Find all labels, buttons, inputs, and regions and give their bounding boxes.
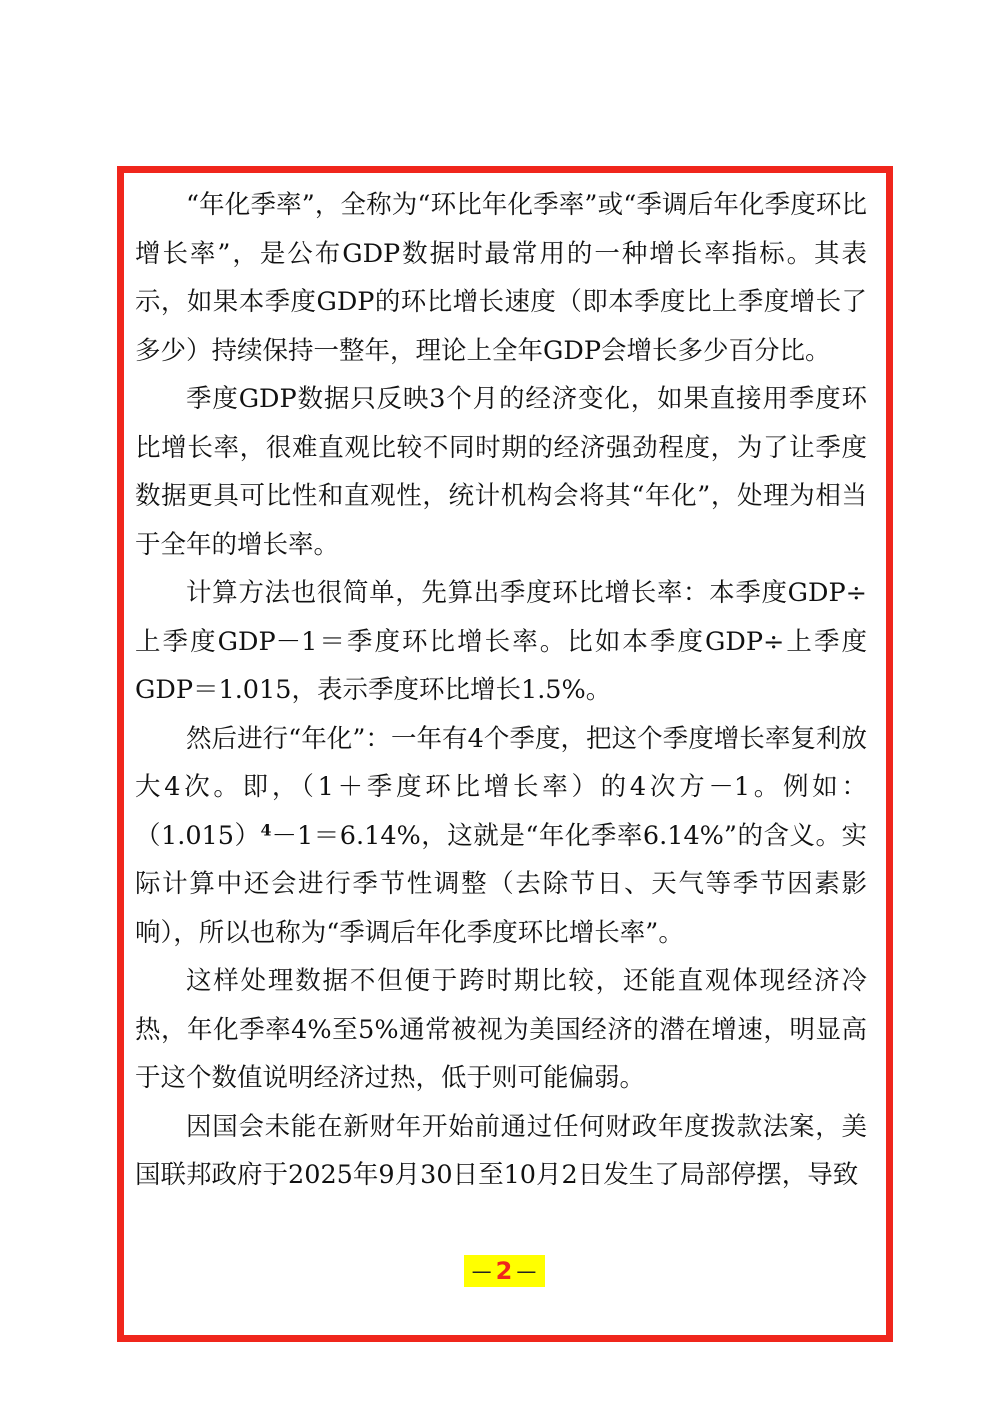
paragraph-why-annualize: 季度GDP数据只反映3个月的经济变化，如果直接用季度环比增长率，很难直观比较不同时期的经济强劲程度，为了让季度数据更具可比性和直观性，统计机构会将其“年化”，处理为相当于全年的增长率。 — [135, 384, 867, 560]
page-number-badge — [464, 1255, 545, 1287]
exponent-superscript: 4 — [260, 819, 272, 839]
document-body — [135, 181, 867, 1200]
page-number-dash-right: — — [516, 1259, 538, 1283]
page-number-dash-left: — — [471, 1259, 493, 1283]
paragraph-government-shutdown: 因国会未能在新财年开始前通过任何财政年度拨款法案，美国联邦政府于2025年9月30日至10月2日发生了局部停摆，导致 — [135, 1111, 867, 1190]
page-number-value: 2 — [495, 1257, 514, 1285]
example-text-before: 然后进行“年化”：一年有4个季度，把这个季度增长率复利放大4次。即，（1＋季度环比增长率）的4次方－1。例如：（1.015） — [135, 723, 867, 851]
example-text-after: －1＝6.14%，这就是“年化季率6.14%”的含义。实际计算中还会进行季节性调整（去除节日、天气等季节因素影响），所以也称为“季调后年化季度环比增长率”。 — [135, 820, 867, 948]
paragraph-annualization-example — [135, 715, 867, 958]
paragraph-comparison-benefit: 这样处理数据不但便于跨时期比较，还能直观体现经济冷热，年化季率4%至5%通常被视为美国经济的潜在增速，明显高于这个数值说明经济过热，低于则可能偏弱。 — [135, 966, 867, 1093]
paragraph-calculation-method: 计算方法也很简单，先算出季度环比增长率：本季度GDP÷上季度GDP－1＝季度环比增长率。比如本季度GDP÷上季度GDP＝1.015，表示季度环比增长1.5%。 — [135, 578, 867, 705]
paragraph-annualized-rate-definition: “年化季率”，全称为“环比年化季率”或“季调后年化季度环比增长率”，是公布GDP数据时最常用的一种增长率指标。其表示，如果本季度GDP的环比增长速度（即本季度比上季度增长了多少）持续保持一整年，理论上全年GDP会增长多少百分比。 — [135, 190, 867, 366]
